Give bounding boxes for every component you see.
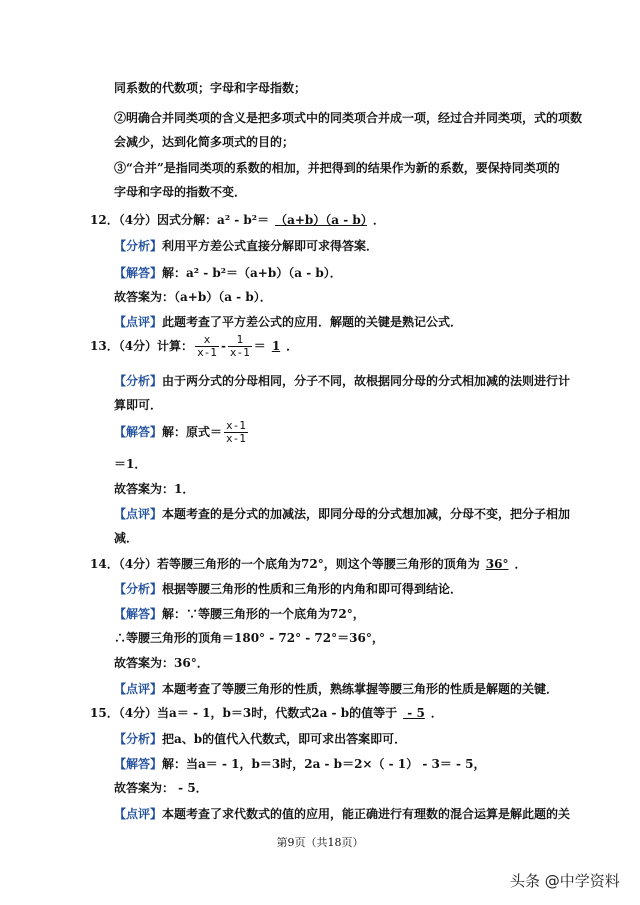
q13-frac-2-den: x-1 bbox=[229, 346, 250, 359]
q13-frac-1-den: x-1 bbox=[197, 346, 217, 359]
q15-answer-line: 故答案为： - 5． bbox=[114, 781, 208, 795]
q14-answer-line: 故答案为：36°． bbox=[114, 656, 209, 670]
q13-frac-1-num: x bbox=[195, 334, 219, 347]
q13-comment-2: 减． bbox=[114, 531, 139, 545]
q12-answer: （a+b）（a - b） bbox=[275, 213, 367, 227]
q13-frac-2-num: 1 bbox=[228, 334, 252, 347]
q13-answer-line: 故答案为：1． bbox=[114, 482, 195, 496]
q13-analysis-1 bbox=[114, 373, 570, 389]
tag-comment: 【点评】 bbox=[114, 682, 163, 696]
q12-solution-text: 解：a² - b²＝（a+b）（a - b）． bbox=[162, 266, 342, 280]
tag-analysis: 【分析】 bbox=[114, 374, 163, 388]
q14-answer: 36° bbox=[485, 557, 509, 571]
tag-analysis: 【分析】 bbox=[114, 582, 163, 596]
q13-solution-frac-den: x-1 bbox=[226, 432, 246, 445]
q13-solution-text: 解：原式＝ bbox=[162, 425, 223, 439]
line-4: ③“合并”是指同类项的系数的相加，并把得到的结果作为新的系数，要保持同类项的 bbox=[114, 161, 560, 175]
q13-analysis-2: 算即可． bbox=[114, 398, 163, 412]
q15-stem-text: 15．（4分）当a＝ - 1，b＝3时，代数式2a - b的值等于 bbox=[90, 706, 398, 720]
tag-comment: 【点评】 bbox=[114, 315, 163, 329]
q14-analysis-text: 根据等腰三角形的性质和三角形的内角和即可得到结论． bbox=[162, 582, 463, 596]
q13-stem bbox=[90, 334, 298, 359]
tag-solution: 【解答】 bbox=[114, 607, 163, 621]
q15-analysis bbox=[114, 731, 406, 747]
q12-comment-text: 此题考查了平方差公式的应用．解题的关键是熟记公式． bbox=[162, 315, 463, 329]
q15-comment-text: 本题考查了求代数式的值的应用，能正确进行有理数的混合运算是解此题的关 bbox=[162, 807, 571, 821]
q12-analysis-text: 利用平方差公式直接分解即可求得答案． bbox=[162, 239, 379, 253]
q13-frac-1 bbox=[195, 334, 219, 359]
q14-stem-text: 14．（4分）若等腰三角形的一个底角为72°，则这个等腰三角形的顶角为 bbox=[90, 557, 480, 571]
tag-solution: 【解答】 bbox=[114, 266, 163, 280]
tag-analysis: 【分析】 bbox=[114, 732, 163, 746]
q12-stem-text: 12．（4分）因式分解：a² - b²＝ bbox=[90, 213, 270, 227]
tag-comment: 【点评】 bbox=[114, 507, 163, 521]
q12-answer-line: 故答案为：（a+b）（a - b）． bbox=[114, 290, 272, 304]
watermark: 头条 @中学资料 bbox=[510, 872, 620, 890]
line-3: 会减少，达到化简多项式的目的； bbox=[114, 135, 295, 149]
q14-comment bbox=[114, 681, 558, 697]
line-1: 同系数的代数项；字母和字母指数； bbox=[114, 81, 307, 95]
page-footer: 第9页（共18页） bbox=[276, 836, 364, 849]
q15-comment bbox=[114, 806, 570, 822]
q13-eq: ＝ bbox=[253, 339, 266, 353]
q14-solution-text: 解：∵等腰三角形的一个底角为72°， bbox=[162, 607, 365, 621]
q14-comment-text: 本题考查了等腰三角形的性质，熟练掌握等腰三角形的性质是解题的关键． bbox=[162, 682, 559, 696]
tag-solution: 【解答】 bbox=[114, 425, 163, 439]
q14-analysis bbox=[114, 581, 462, 597]
tag-analysis: 【分析】 bbox=[114, 239, 163, 253]
q12-comment bbox=[114, 314, 462, 330]
q14-end: ． bbox=[514, 557, 527, 571]
q13-end: ． bbox=[286, 339, 299, 353]
q14-stem bbox=[90, 556, 526, 572]
q13-frac-2 bbox=[228, 334, 252, 359]
q14-solution-2: ∴等腰三角形的顶角＝180° - 72° - 72°＝36°， bbox=[114, 631, 384, 645]
q15-end: ． bbox=[430, 706, 443, 720]
q15-stem bbox=[90, 705, 443, 721]
q15-analysis-text: 把a、b的值代入代数式，即可求出答案即可． bbox=[162, 732, 407, 746]
q12-analysis bbox=[114, 238, 378, 254]
q15-solution bbox=[114, 756, 486, 772]
q13-minus: - bbox=[220, 339, 226, 353]
q12-end: ． bbox=[372, 213, 385, 227]
q13-solution-frac-num: x-1 bbox=[226, 419, 246, 432]
q15-solution-text: 解：当a＝ - 1，b＝3时，2a - b＝2×（ - 1） - 3＝ - 5， bbox=[162, 757, 486, 771]
q13-comment-1 bbox=[114, 506, 570, 522]
q13-stem-text: 13．（4分）计算： bbox=[90, 339, 194, 353]
q13-analysis-text-1: 由于两分式的分母相同，分子不同，故根据同分母的分式相加减的法则进行计 bbox=[162, 374, 571, 388]
q13-solution bbox=[114, 420, 250, 445]
q13-solution-frac bbox=[224, 420, 248, 445]
q13-answer: 1 bbox=[271, 339, 281, 353]
q15-answer: - 5 bbox=[403, 706, 425, 720]
q12-stem bbox=[90, 212, 385, 228]
line-5: 字母和字母的指数不变． bbox=[114, 185, 247, 199]
q13-result: ＝1． bbox=[114, 457, 147, 471]
line-2: ②明确合并同类项的含义是把多项式中的同类项合并成一项，经过合并同类项，式的项数 bbox=[114, 111, 583, 125]
tag-solution: 【解答】 bbox=[114, 757, 163, 771]
q13-comment-text-1: 本题考查的是分式的加减法，即同分母的分式想加减，分母不变，把分子相加 bbox=[162, 507, 571, 521]
q12-solution bbox=[114, 265, 342, 281]
q14-solution bbox=[114, 606, 365, 622]
tag-comment: 【点评】 bbox=[114, 807, 163, 821]
